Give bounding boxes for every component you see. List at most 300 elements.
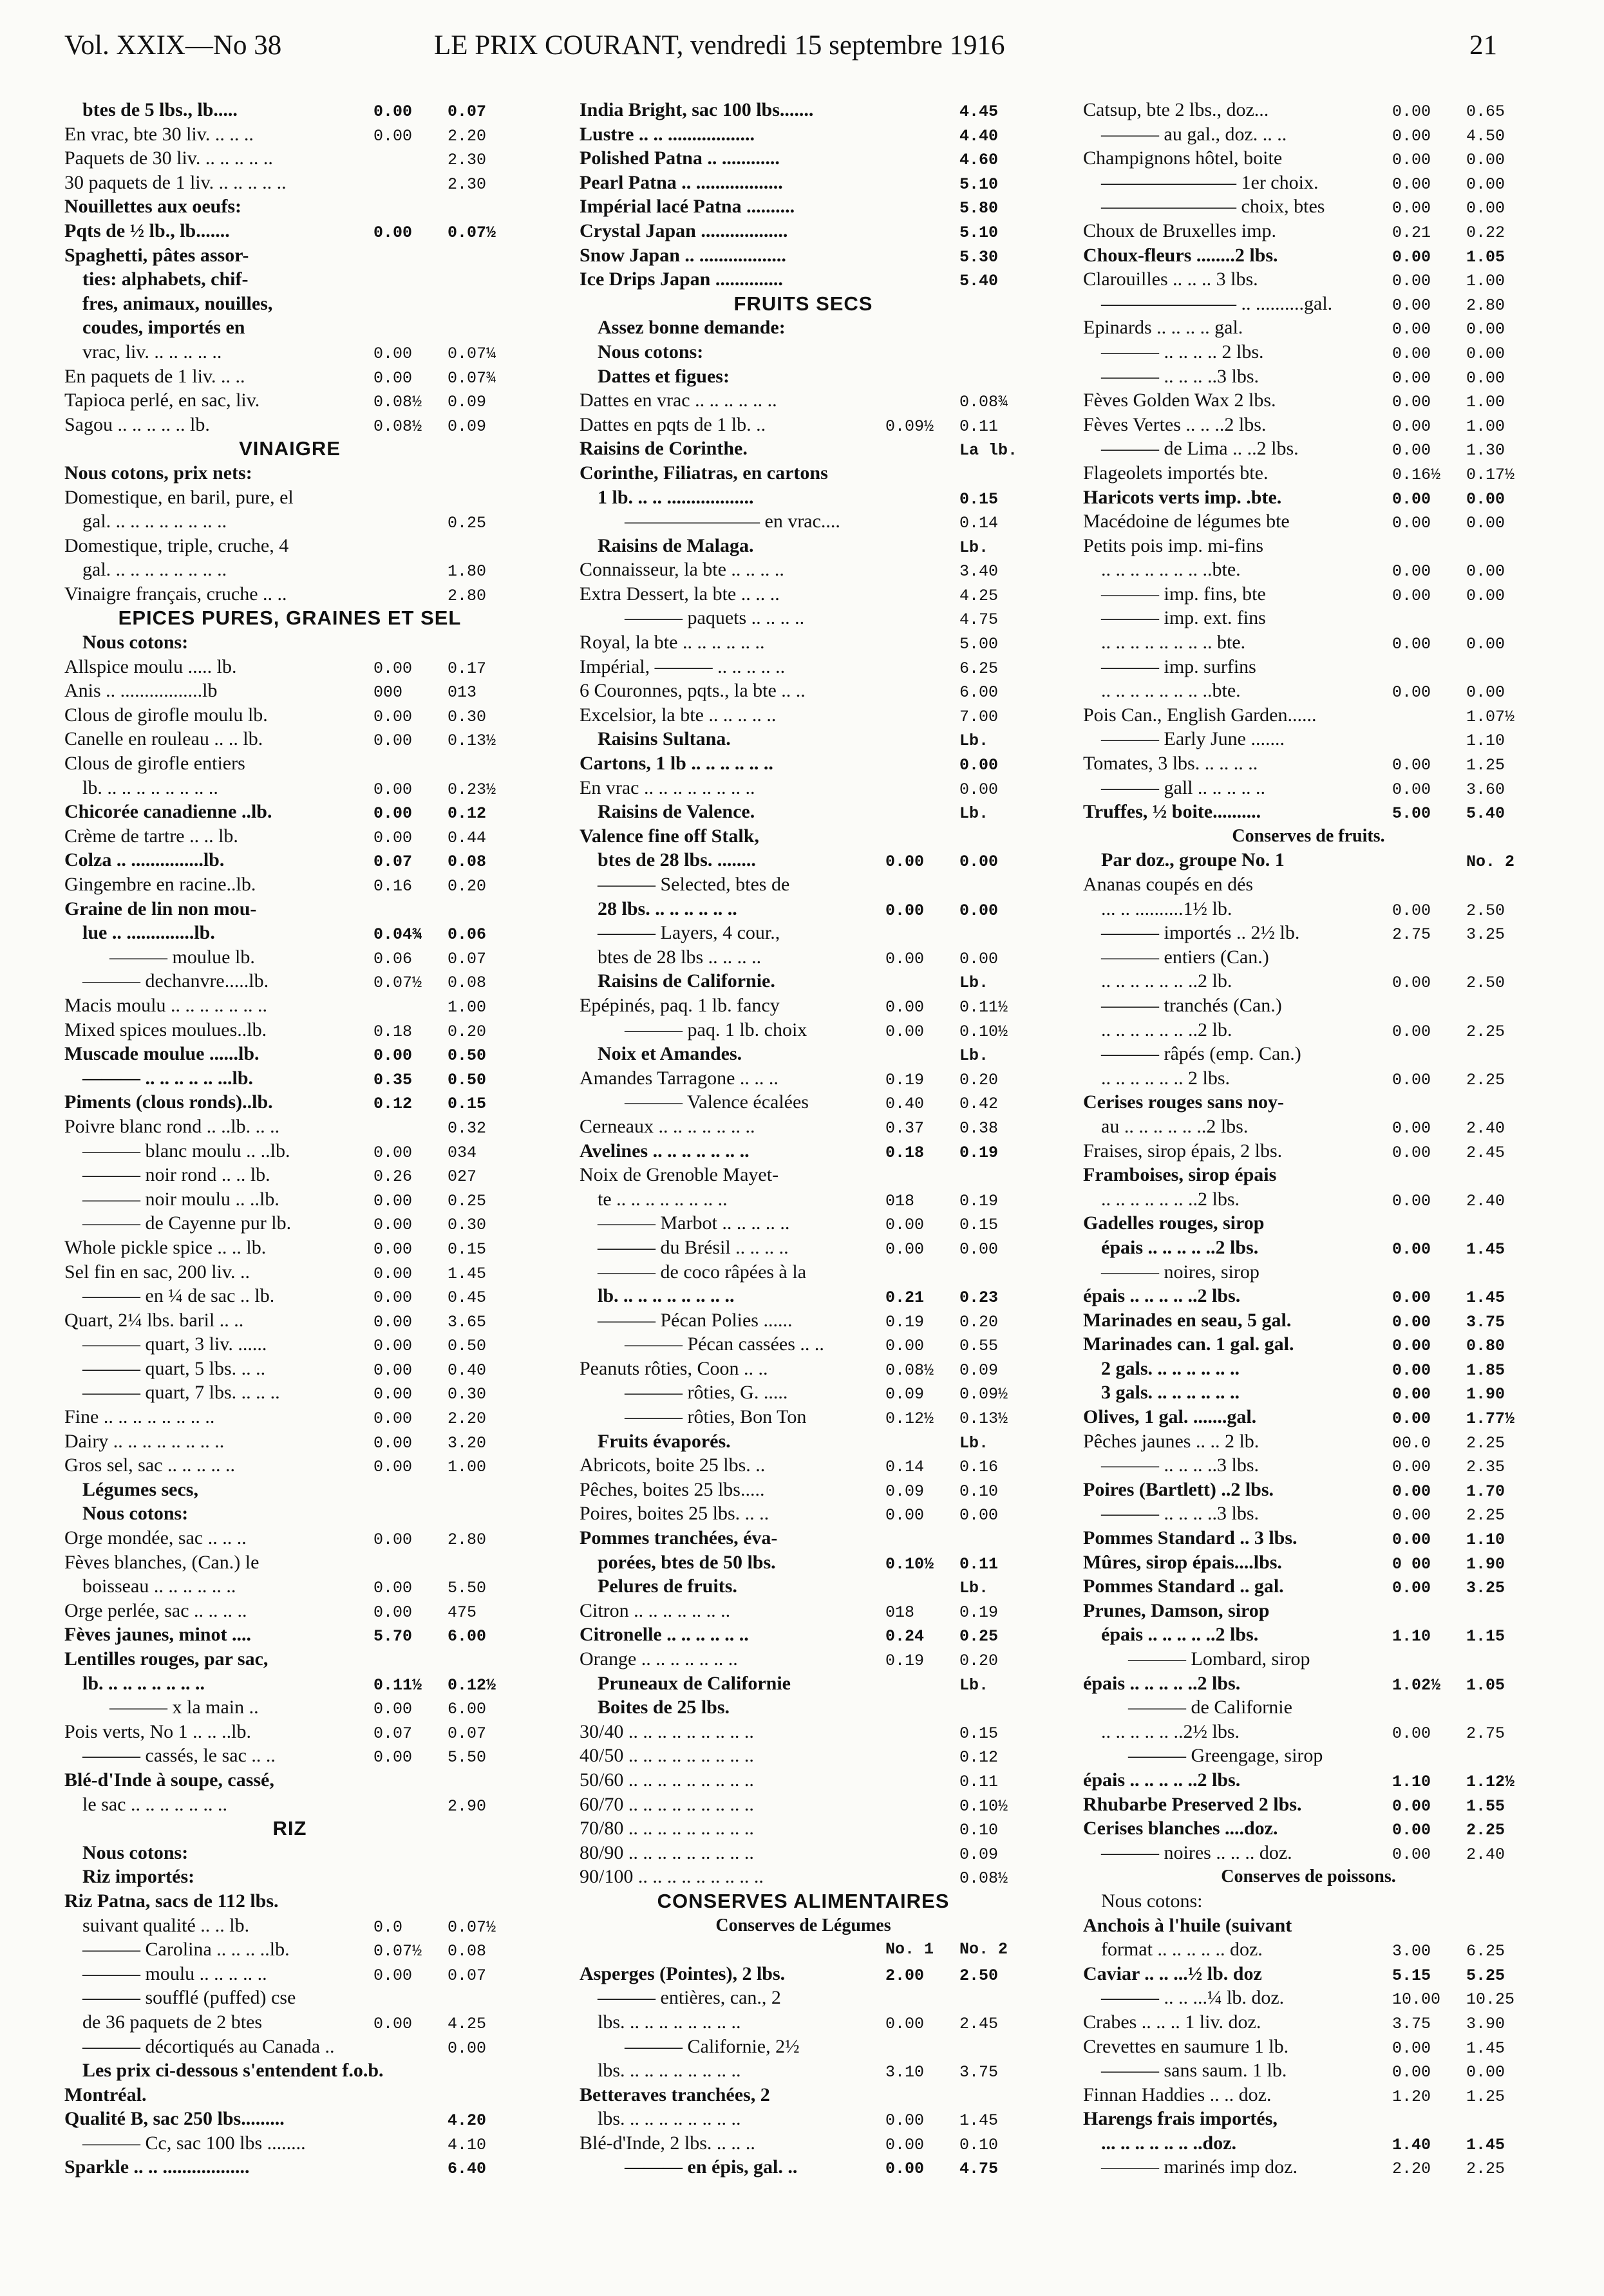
price-high: 0.23½ [448,780,496,799]
price-low: 0.19 [885,1070,925,1089]
price-high: 3.90 [1466,2014,1505,2033]
price-high: 0.00 [1466,344,1505,363]
price-high: 0.17½ [1466,465,1515,484]
price-line [64,1332,515,1357]
price-high: 0.15 [448,1239,487,1259]
item-name: Citron .. .. .. .. .. .. .. [580,1599,731,1621]
price-high: Lb. [959,538,989,557]
price-line [64,1018,515,1042]
price-low: 0 00 [1392,1554,1431,1574]
price-low: 0.00 [1392,174,1431,194]
price-line [64,219,515,243]
price-line [1083,194,1534,219]
item-name: 40/50 .. .. .. .. .. .. .. .. .. [580,1745,754,1767]
heading-text: VINAIGRE [239,437,341,460]
price-low: 0.08½ [885,1360,934,1380]
price-low: 0.00 [1392,1458,1431,1477]
price-line [580,655,1027,679]
price-high: 2.25 [1466,2160,1505,2179]
price-line [580,1526,1027,1550]
price-line [580,2083,1027,2107]
price-high: 0.09½ [959,1385,1008,1404]
item-name: Pelures de fruits. [598,1576,737,1597]
item-name: Amandes Tarragone .. .. .. [580,1067,778,1089]
price-line [1083,2107,1534,2131]
item-name: Clous de girofle moulu lb. [64,704,268,726]
price-high: 0.20 [959,1312,999,1331]
price-low: 0.09 [885,1482,925,1501]
item-name: En vrac .. .. .. .. .. .. .. .. [580,776,755,798]
price-line [64,1187,515,1212]
item-name: 60/70 .. .. .. .. .. .. .. .. .. [580,1793,754,1815]
item-name: .. .. .. .. .. .. 2 lbs. [1101,1067,1231,1089]
item-name: ——— imp. fins, bte [1101,583,1266,605]
price-line [64,897,515,921]
price-line [1083,1066,1534,1091]
price-low: 0.00 [1392,1579,1431,1598]
item-name: ——— noir moulu .. ..lb. [82,1188,279,1210]
price-high: 0.07 [448,102,487,121]
price-low: 0.00 [885,2160,925,2179]
price-high: 2.50 [959,1966,999,1985]
item-name: lbs. .. .. .. .. .. .. .. .. [598,2108,741,2130]
price-low: 0.00 [885,1022,925,1041]
price-high: 1.45 [448,1264,487,1283]
item-name: Fine .. .. .. .. .. .. .. .. [64,1406,215,1428]
item-name: Vinaigre français, cruche .. .. [64,583,287,605]
item-name: Piments (clous ronds)..lb. [64,1091,273,1113]
price-low: 0.08½ [373,393,422,412]
price-high: 0.06 [448,925,487,945]
item-name: épais .. .. .. .. ..2 lbs. [1101,1624,1259,1646]
item-name: ——— noires, sirop [1101,1261,1260,1283]
item-name: Anchois à l'huile (suivant [1083,1914,1292,1936]
item-name: ——— Pécan Polies ...... [598,1309,793,1331]
price-low: 0.09½ [885,417,934,436]
price-line [580,1574,1027,1599]
price-high: 4.60 [959,151,999,170]
price-high: 1.10 [1466,1530,1505,1550]
price-low: 0.00 [373,1360,413,1380]
heading-text: RIZ [272,1817,307,1840]
item-name: Framboises, sirop épais [1083,1164,1277,1186]
price-low: 0.00 [1392,1724,1431,1743]
price-line [64,1962,515,1986]
item-name: ——— paq. 1 lb. choix [625,1019,807,1040]
item-name: Lentilles rouges, par sac, [64,1648,269,1670]
price-high: 1.25 [1466,2087,1505,2106]
price-line [64,1599,515,1623]
price-low: 0.0 [373,1917,403,1937]
item-name: ——— moulu .. .. .. .. .. [82,1962,267,1984]
price-line [1083,292,1534,316]
item-name: Epinards .. .. .. .. gal. [1083,317,1243,339]
price-line [1083,1695,1534,1720]
section-heading [580,1889,1027,1914]
price-low: 1.40 [1392,2135,1431,2154]
price-high: 0.11 [959,1554,999,1574]
item-name: Raisins Sultana. [598,728,731,750]
price-line [580,1308,1027,1333]
price-high: 0.00 [959,949,999,968]
price-low: 0.00 [1392,1482,1431,1501]
price-line [64,1914,515,1938]
item-name: lb. .. .. .. .. .. .. .. .. [82,776,218,798]
item-name: ——— importés .. 2½ lb. [1101,922,1300,944]
section-heading [64,606,515,630]
price-high: 2.80 [1466,296,1505,315]
item-name: ——————— 1er choix. [1101,171,1319,193]
page-number: 21 [1469,30,1497,61]
item-name: Mixed spices moulues..lb. [64,1019,267,1040]
price-low: 0.00 [1392,562,1431,581]
price-low: 0.16½ [1392,465,1441,484]
price-line [64,921,515,945]
price-line [1083,1744,1534,1768]
item-name: Tomates, 3 lbs. .. .. .. .. [1083,753,1258,775]
price-line [64,1841,515,1865]
price-low: 0.00 [1392,272,1431,291]
price-low: 3.75 [1392,2014,1431,2033]
price-high: 2.50 [1466,974,1505,993]
price-line [64,630,515,655]
price-line [580,824,1027,849]
price-high: 0.09 [959,1360,999,1380]
price-line [64,267,515,292]
price-line [64,315,515,340]
price-high: 1.90 [1466,1385,1505,1404]
item-name: épais .. .. .. .. ..2 lbs. [1083,1672,1241,1694]
price-line [1083,388,1534,413]
price-high: 0.19 [959,1143,999,1162]
price-line [1083,897,1534,921]
price-high: 2.25 [1466,1506,1505,1525]
price-line [580,630,1027,655]
item-name: Cerises blanches ....doz. [1083,1818,1278,1840]
price-high: 0.55 [959,1337,999,1356]
price-high: 0.20 [448,877,487,896]
price-high: 0.07 [448,1724,487,1743]
price-high: 2.80 [448,1530,487,1550]
price-line [64,1453,515,1478]
item-name: ——— Early June ....... [1101,728,1285,750]
price-line [580,1744,1027,1768]
item-name: ——————— .. ..........gal. [1101,292,1333,314]
price-line [580,1599,1027,1623]
price-low: 0.00 [373,780,413,799]
price-high: 0.08¾ [959,393,1008,412]
item-name: Pois verts, No 1 .. .. ..lb. [64,1720,252,1742]
price-low: 0.14 [885,1458,925,1477]
price-low: 0.00 [373,1748,413,1767]
item-name: Snow Japan .. .................. [580,244,786,266]
price-high: Lb. [959,1579,989,1598]
price-line [64,1284,515,1308]
price-high: 1.45 [1466,2038,1505,2058]
price-line [64,388,515,413]
price-line [1083,1816,1534,1841]
price-line [64,1695,515,1720]
item-name: Truffes, ½ boite.......... [1083,801,1261,823]
price-line [580,1380,1027,1405]
price-line [580,1550,1027,1575]
price-high: 027 [448,1167,477,1187]
price-line [580,315,1027,340]
price-high: 0.50 [448,1046,487,1066]
price-high: 2.25 [1466,1433,1505,1453]
item-name: Sparkle .. .. .................. [64,2156,250,2178]
item-name: Abricots, boite 25 lbs. .. [580,1454,766,1476]
price-line [1083,98,1534,122]
price-low: 0.00 [1392,102,1431,121]
price-line [580,98,1027,122]
price-high: 2.90 [448,1796,487,1816]
price-line [64,534,515,558]
price-high: 1.45 [1466,2135,1505,2154]
price-low: 0.00 [885,1337,925,1356]
price-line [64,1986,515,2010]
price-column-1 [64,98,515,2287]
item-name: Lustre .. .. .................. [580,123,755,145]
price-line [64,122,515,147]
item-name: Montréal. [64,2084,147,2105]
price-line [580,2155,1027,2179]
price-high: 2.45 [1466,1143,1505,1162]
price-high: 0.10½ [959,1796,1008,1816]
price-high: 0.10½ [959,1022,1008,1041]
price-high: 0.13½ [448,731,496,751]
item-name: Pommes tranchées, éva- [580,1527,778,1549]
item-name: ——— noires .. .. .. doz. [1101,1841,1292,1863]
price-high: 4.20 [448,2111,487,2131]
item-name: le sac .. .. .. .. .. .. .. [82,1793,227,1815]
price-line [1083,1478,1534,1502]
price-line [64,1139,515,1163]
item-name: ——— moulue lb. [109,946,255,968]
price-high: 0.09 [448,417,487,436]
price-low: 0.00 [1392,1118,1431,1138]
item-name: Fèves blanches, (Can.) le [64,1551,259,1573]
price-line [1083,606,1534,630]
price-high: 0.30 [448,707,487,726]
price-low: 0.00 [1392,2038,1431,2058]
price-line [64,1357,515,1381]
price-high: 3.40 [959,562,999,581]
price-high: 1.45 [959,2111,999,2131]
item-name: Nous cotons: [82,1503,189,1525]
price-line [1083,1380,1534,1405]
volume-number: Vol. XXIX—No 38 [64,30,282,61]
item-name: Les prix ci-dessous s'entendent f.o.b. [82,2060,384,2082]
price-high: 1.00 [448,1458,487,1477]
price-line [1083,437,1534,461]
price-high: 2.20 [448,126,487,146]
price-line [1083,751,1534,776]
price-high: 6.00 [448,1627,487,1646]
price-high: Lb. [959,974,989,993]
item-name: Peanuts rôties, Coon .. .. [580,1357,768,1379]
item-name: fres, animaux, nouilles, [82,292,273,314]
price-low: 0.00 [373,1312,413,1331]
price-line [1083,2035,1534,2059]
price-low: 0.00 [1392,514,1431,533]
price-line [64,800,515,824]
item-name: 3 gals. .. .. .. .. .. .. [1101,1382,1240,1404]
price-line [1083,1526,1534,1550]
item-name: suivant qualité .. .. lb. [82,1914,250,1936]
item-name: Pommes Standard .. 3 lbs. [1083,1527,1297,1549]
price-high: 1.25 [1466,756,1505,775]
price-low: 0.10½ [885,1554,934,1574]
item-name: ——— .. .. .. ..3 lbs. [1101,365,1260,387]
price-low: 000 [373,683,403,702]
price-line [1083,413,1534,437]
price-line [64,969,515,993]
price-line [1083,993,1534,1018]
item-name: Corinthe, Filiatras, en cartons [580,462,828,484]
price-line [580,1720,1027,1744]
price-low: 0.00 [373,102,413,121]
price-line [1083,485,1534,510]
item-name: ——— Lombard, sirop [1128,1648,1310,1670]
price-high: 0.00 [1466,635,1505,654]
price-high: 0.09 [959,1845,999,1864]
item-name: India Bright, sac 100 lbs....... [580,99,814,120]
price-low: 0.00 [1392,635,1431,654]
item-name: Raisins de Californie. [598,970,775,992]
price-line [1083,727,1534,751]
price-line [580,364,1027,389]
price-line [580,1332,1027,1357]
price-low: 0.00 [1392,1530,1431,1550]
price-line [1083,848,1534,872]
item-name: ties: alphabets, chif- [82,268,249,290]
item-name: Boites de 25 lbs. [598,1697,730,1718]
price-line [1083,655,1534,679]
price-line [64,194,515,219]
price-line [1083,558,1534,582]
item-name: Fèves jaunes, minot .... [64,1624,251,1646]
price-low: 0.00 [373,1337,413,1356]
price-high: 0.50 [448,1337,487,1356]
price-line [580,1066,1027,1091]
price-low: 0.00 [1392,126,1431,146]
price-line [580,1986,1027,2010]
price-line [1083,945,1534,970]
price-high: 1.30 [1466,441,1505,460]
price-high: No. 2 [1466,852,1515,872]
section-heading [1083,1865,1534,1889]
item-name: ——— .. .. .. .. 2 lbs. [1101,341,1264,362]
price-high: 0.25 [448,1191,487,1210]
price-high: 475 [448,1603,477,1622]
price-high: 0.07 [448,1966,487,1985]
heading-text: EPICES PURES, GRAINES ET SEL [118,607,462,630]
item-name: ——— entières, can., 2 [598,1987,781,2009]
price-line [1083,2155,1534,2179]
item-name: btes de 28 lbs .. .. .. .. [598,946,762,968]
price-low: 0.07½ [373,974,422,993]
price-line [580,921,1027,945]
price-line [64,872,515,897]
price-line [64,1236,515,1260]
item-name: .. .. .. .. .. .. .. ..bte. [1101,559,1241,581]
price-high: 0.00 [1466,368,1505,388]
item-name: Poires, boites 25 lbs. .. .. [580,1503,769,1525]
price-high: Lb. [959,804,989,823]
price-low: 0.09 [885,1385,925,1404]
price-line [580,1042,1027,1066]
item-name: Clarouilles .. .. .. 3 lbs. [1083,268,1258,290]
item-name: Riz importés: [82,1866,195,1888]
price-line [64,1647,515,1671]
item-name: Pqts de ½ lb., lb....... [64,220,230,241]
price-high: 0.30 [448,1385,487,1404]
price-low: 0.00 [885,997,925,1017]
price-line [64,1937,515,1962]
price-line [64,461,515,485]
price-high: 2.40 [1466,1191,1505,1210]
price-low: 0.07 [373,1724,413,1743]
price-high: 6.25 [1466,1942,1505,1961]
price-low: 0.00 [1392,1845,1431,1864]
price-line [580,1962,1027,1986]
price-high: 4.75 [959,2160,999,2179]
price-line [64,485,515,510]
item-name: Gadelles rouges, sirop [1083,1212,1265,1234]
price-line [580,897,1027,921]
price-line [580,727,1027,751]
price-low: 1.10 [1392,1772,1431,1791]
price-line [1083,1599,1534,1623]
price-high: 0.11½ [959,997,1008,1017]
item-name: Tapioca perlé, en sac, liv. [64,390,260,411]
price-low: 0.11½ [373,1675,422,1695]
price-high: 0.12½ [448,1675,496,1695]
price-line [64,1671,515,1696]
price-line [580,1405,1027,1429]
price-low: 0.00 [373,1143,413,1162]
price-low: 0.00 [885,1216,925,1235]
price-line [1083,1671,1534,1696]
item-name: Fruits évaporés. [598,1430,731,1452]
price-high: 0.15 [959,1724,999,1743]
price-high: 0.00 [1466,199,1505,218]
price-low: 0.00 [1392,489,1431,509]
price-line [64,1308,515,1333]
item-name: Gros sel, sac .. .. .. .. .. [64,1454,235,1476]
price-high: 1.07½ [1466,707,1515,726]
item-name: porées, btes de 50 lbs. [598,1551,776,1573]
item-name: Pruneaux de Californie [598,1672,791,1694]
item-name: .. .. .. .. .. .. ..2 lb. [1101,1019,1232,1040]
item-name: épais .. .. .. .. ..2 lbs. [1083,1769,1241,1791]
price-line [64,993,515,1018]
item-name: btes de 5 lbs., lb..... [82,99,238,120]
item-name: ——— en ¼ de sac .. lb. [82,1285,275,1307]
price-line [1083,582,1534,607]
item-name: 1 lb. .. .. .................. [598,486,754,508]
price-high: 1.15 [1466,1627,1505,1646]
item-name: ——— blanc moulu .. ..lb. [82,1140,290,1162]
price-high: 7.00 [959,707,999,726]
item-name: 50/60 .. .. .. .. .. .. .. .. .. [580,1769,754,1791]
price-line [580,1937,1027,1962]
price-low: 0.35 [373,1070,413,1089]
item-name: Qualité B, sac 250 lbs......... [64,2108,285,2130]
price-high: 0.07¾ [448,368,496,388]
newspaper-title: LE PRIX COURANT, vendredi 15 septembre 1916 [434,30,1005,61]
